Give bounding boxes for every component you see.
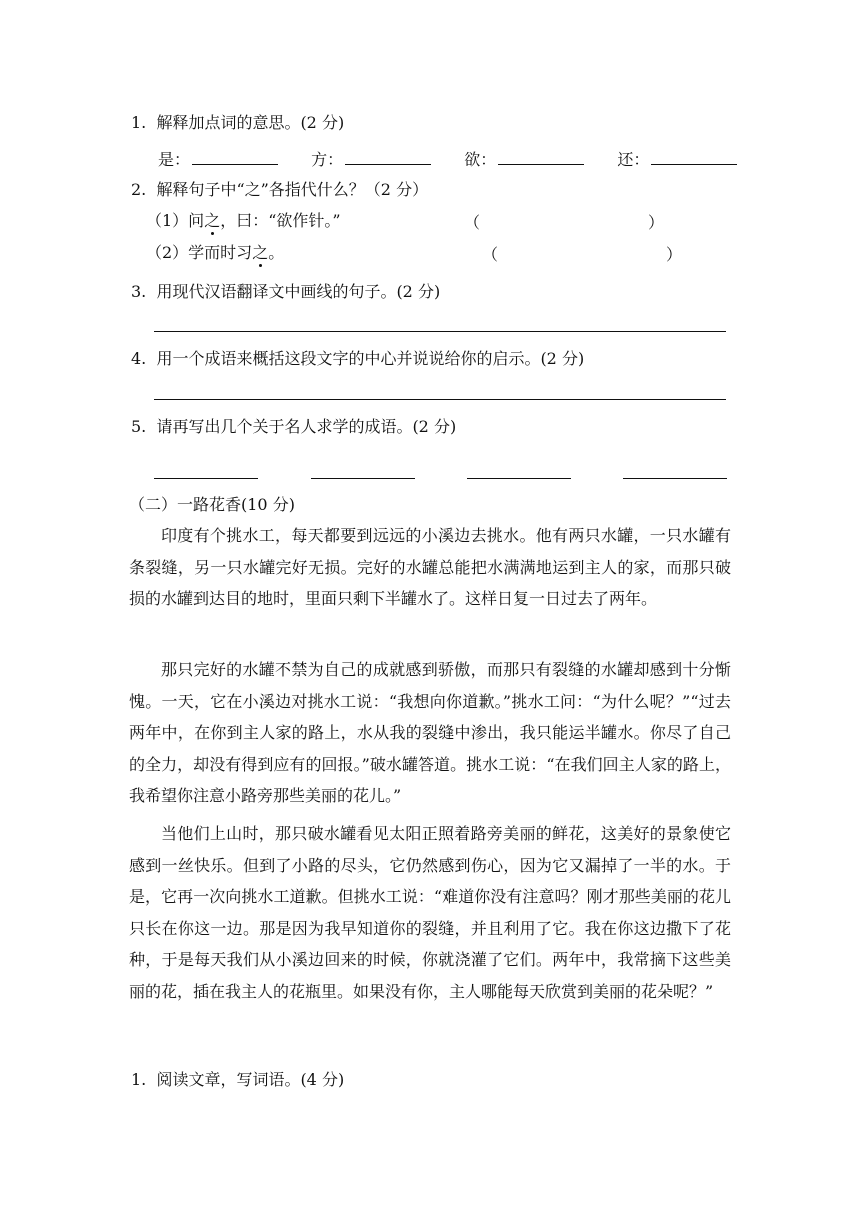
q2-sub-1: （1）问之，曰：“欲作针。”	[146, 211, 341, 230]
answer-line[interactable]	[154, 478, 258, 479]
passage-paragraph: 当他们上山时，那只破水罐看见太阳正照着路旁美丽的鲜花，这美好的景象使它感到一丝快乐。但到了小路的尽头，它仍然感到伤心，因为它又漏掉了一半的水。于是，它再一次向挑水工道歉。但挑水工说：“难道你没有注意吗？刚才那些美丽的花儿只长在你这一边。那是因为我早知道你的裂缝，并且利用了它。我在你这边撒下了花种，于是每天我们从小溪边回来的时候，你就浇灌了它们。两年中，我常摘下这些美丽的花，插在我主人的花瓶里。如果没有你，主人哪能每天欣赏到美丽的花朵呢？”	[129, 824, 731, 1001]
passage-paragraph: 印度有个挑水工，每天都要到远远的小溪边去挑水。他有两只水罐，一只水罐有条裂缝，另一只水罐完好无损。完好的水罐总能把水满满地运到主人的家，而那只破损的水罐到达目的地时，里面只剩下半罐水了。这样日复一日过去了两年。	[129, 526, 731, 609]
dotted-char: 之	[204, 211, 221, 230]
answer-blank[interactable]	[345, 148, 431, 165]
question-number: 5.	[131, 417, 147, 436]
question-number: 1.	[131, 113, 147, 132]
fill-item-huan: 还：	[617, 148, 737, 171]
answer-line[interactable]	[154, 399, 726, 400]
question-number: 1.	[131, 1070, 147, 1089]
answer-line[interactable]	[311, 478, 415, 479]
fill-item-fang: 方：	[311, 148, 431, 171]
answer-blank[interactable]	[498, 148, 584, 165]
dotted-char: 之	[252, 243, 269, 262]
q2-sub-2: （2）学而时习之。	[146, 243, 285, 262]
question-2	[131, 179, 428, 201]
question-number: 4.	[131, 349, 147, 368]
answer-paren-open: （	[482, 245, 499, 264]
question-text: 用一个成语来概括这段文字的中心并说说给你的启示。(2 分)	[156, 349, 585, 368]
question-number: 3.	[131, 282, 147, 301]
question-text: 解释加点词的意思。(2 分)	[156, 113, 345, 132]
fill-item-yu: 欲：	[464, 148, 584, 171]
question-number: 2.	[131, 180, 147, 199]
question-text: 请再写出几个关于名人求学的成语。(2 分)	[156, 417, 457, 436]
q1-fill-row	[158, 148, 759, 171]
answer-paren-open: （	[464, 213, 481, 232]
answer-line[interactable]	[623, 478, 727, 479]
question-6	[131, 1069, 344, 1091]
answer-paren-close: ）	[666, 245, 683, 264]
question-3	[131, 281, 440, 303]
question-text: 阅读文章，写词语。(4 分)	[156, 1070, 345, 1089]
passage-paragraph: 那只完好的水罐不禁为自己的成就感到骄傲，而那只有裂缝的水罐却感到十分惭愧。一天，它在小溪边对挑水工说：“我想向你道歉。”挑水工问：“为什么呢？”“过去两年中，在你到主人家的路上，水从我的裂缝中渗出，我只能运半罐水。你尽了自己的全力，却没有得到应有的回报。”破水罐答道。挑水工说：“在我们回主人家的路上，我希望你注意小路旁那些美丽的花儿。”	[129, 660, 731, 806]
answer-paren-close: ）	[648, 213, 665, 232]
section-title: （二）一路花香(10 分)	[129, 495, 295, 514]
answer-line[interactable]	[154, 331, 726, 332]
answer-blank[interactable]	[651, 148, 737, 165]
answer-line[interactable]	[467, 478, 571, 479]
question-text: 用现代汉语翻译文中画线的句子。(2 分)	[156, 282, 441, 301]
fill-item-shi: 是：	[158, 148, 278, 171]
question-1	[131, 112, 344, 134]
question-5	[131, 416, 456, 438]
question-text: 解释句子中“之”各指代什么？（2 分）	[156, 180, 429, 199]
question-4	[131, 348, 584, 370]
answer-blank[interactable]	[192, 148, 278, 165]
